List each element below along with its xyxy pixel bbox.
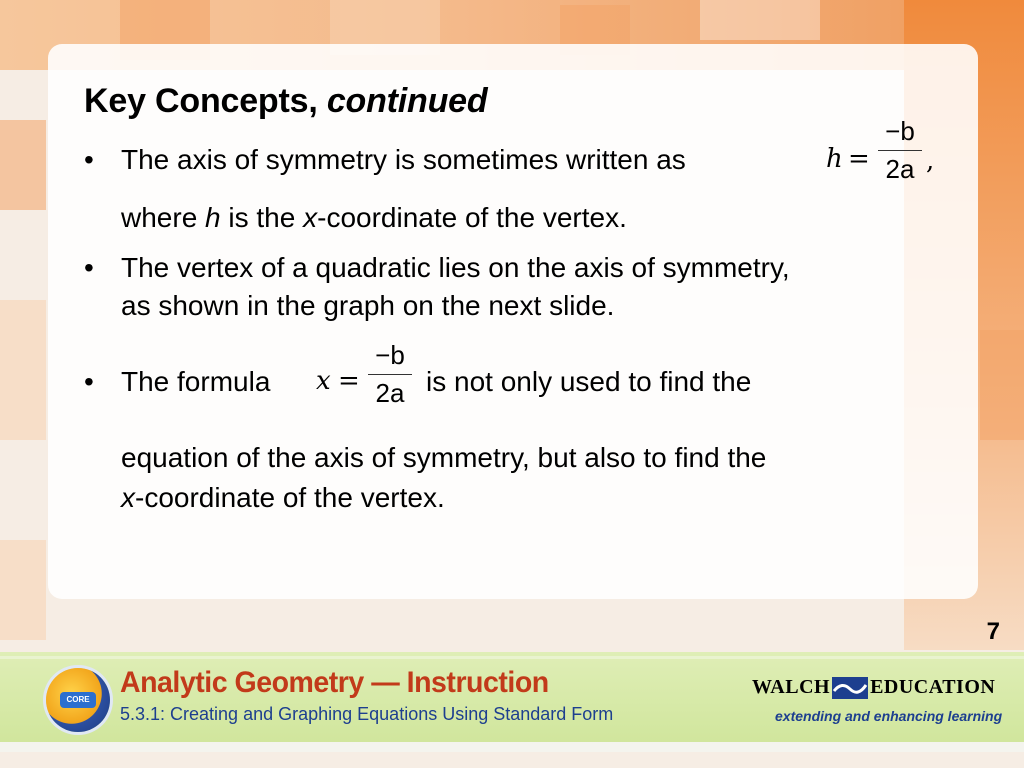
formula2-numerator: −b bbox=[375, 340, 405, 370]
lesson-title: 5.3.1: Creating and Graphing Equations Using Standard Form bbox=[120, 704, 614, 724]
bg-tile bbox=[0, 300, 46, 440]
bg-tile bbox=[0, 120, 46, 210]
bullet-marker: • bbox=[84, 252, 94, 283]
footer-divider bbox=[0, 656, 1024, 659]
formula2-lhs: x bbox=[316, 366, 331, 396]
course-title: Analytic Geometry — Instruction bbox=[120, 666, 549, 699]
line2-mid: is the bbox=[228, 202, 296, 233]
walch-education-logo bbox=[752, 676, 995, 699]
bullet2-line2: as shown in the graph on the next slide. bbox=[121, 290, 615, 321]
formula2-denominator: 2a bbox=[375, 378, 405, 408]
formula1-lhs: h bbox=[826, 144, 843, 174]
bg-tile bbox=[0, 540, 46, 640]
line2-h: h bbox=[205, 202, 221, 233]
bullet2-line1: The vertex of a quadratic lies on the axis of symmetry, bbox=[121, 252, 790, 283]
bullet3-line2: equation of the axis of symmetry, but also to find the bbox=[121, 442, 767, 473]
formula1-equals: = bbox=[848, 144, 870, 174]
bullet-marker: • bbox=[84, 144, 94, 175]
formula2-fraction bbox=[366, 340, 414, 409]
formula2-bar bbox=[368, 374, 412, 375]
bg-tile bbox=[700, 0, 820, 40]
publisher-right: EDUCATION bbox=[870, 676, 996, 698]
line3-post: -coordinate of the vertex. bbox=[135, 482, 445, 513]
formula1-denominator: 2a bbox=[885, 154, 915, 184]
line2-pre: where bbox=[121, 202, 198, 233]
bullet1-line1: The axis of symmetry is sometimes written as bbox=[121, 144, 686, 175]
slide-title bbox=[84, 82, 487, 121]
title-italic: continued bbox=[326, 82, 488, 120]
line3-x: x bbox=[121, 482, 135, 513]
bg-tile bbox=[980, 330, 1024, 440]
bullet3-line3 bbox=[121, 482, 445, 514]
bullet3-pre: The formula bbox=[121, 366, 271, 397]
bullet3-post: is not only used to find the bbox=[426, 366, 752, 397]
page-number: 7 bbox=[986, 618, 1000, 645]
formula1-bar bbox=[878, 150, 922, 151]
publisher-left: WALCH bbox=[752, 676, 831, 698]
formula1-comma: , bbox=[926, 146, 935, 176]
line2-x: x bbox=[303, 202, 318, 233]
formula1-numerator: −b bbox=[885, 116, 915, 146]
formula1-fraction bbox=[876, 116, 924, 185]
title-main: Key Concepts, bbox=[84, 82, 318, 120]
wave-icon bbox=[832, 677, 868, 699]
georgia-common-core-logo bbox=[46, 668, 110, 732]
footer-bottom-strip bbox=[0, 742, 1024, 752]
line2-post: -coordinate of the vertex. bbox=[317, 202, 627, 233]
bullet-marker: • bbox=[84, 366, 94, 397]
bullet1-line2 bbox=[121, 202, 627, 234]
logo-text: CORE bbox=[60, 692, 96, 708]
formula2-equals: = bbox=[338, 366, 360, 396]
publisher-tagline: extending and enhancing learning bbox=[775, 708, 1003, 724]
